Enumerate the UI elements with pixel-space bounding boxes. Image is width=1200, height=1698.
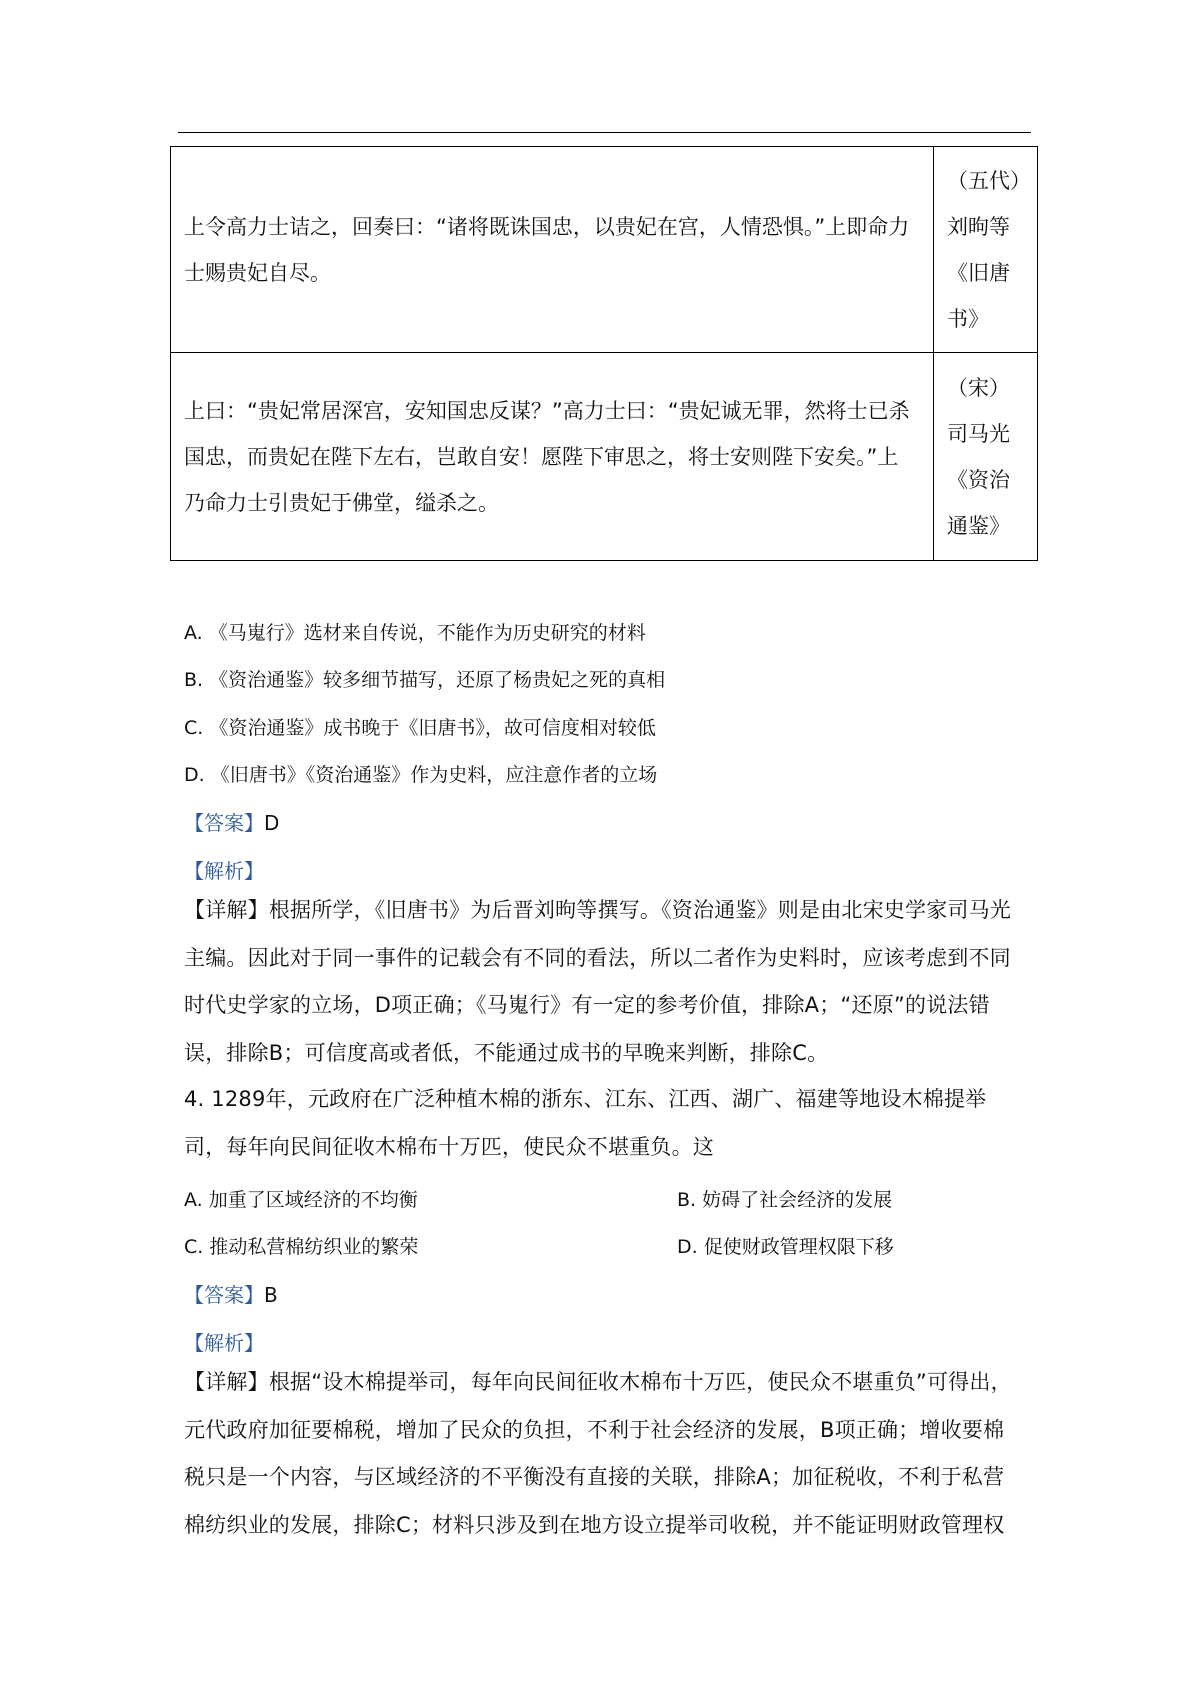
answer-tag: 【答案】 — [184, 811, 264, 835]
q3-detail-paragraph — [184, 887, 1024, 1077]
q3-option-a: A. 《马嵬行》选材来自传说，不能作为历史研究的材料 — [184, 622, 646, 644]
detail-tag: 【详解】 — [184, 898, 269, 922]
detail-text: 根据“设木棉提举司，每年向民间征收木棉布十万匹，使民众不堪重负”可得出，元代政府加征要棉税，增加了民众的负担，不利于社会经济的发展，B项正确；增收要棉税只是一个内容，与区域经济的不平衡没有直接的关联，排除A；加征税收，不利于私营棉纺织业的发展，排除C；材料只涉及到在地方设立提举司收税，并不能证明财政管理权 — [184, 1370, 1012, 1537]
q4-option-d: D. 促使财政管理权限下移 — [677, 1236, 894, 1258]
q4-option-c: C. 推动私营棉纺织业的繁荣 — [184, 1236, 419, 1258]
q4-option-b: B. 妨碍了社会经济的发展 — [677, 1189, 893, 1211]
table-quote-cell: 上令高力士诘之，回奏曰：“诸将既诛国忠，以贵妃在宫，人情恐惧。”上即命力士赐贵妃自尽。 — [171, 147, 934, 353]
table-source-cell: （五代）刘昫等《旧唐书》 — [934, 147, 1038, 353]
detail-text: 根据所学，《旧唐书》为后晋刘昫等撰写。《资治通鉴》则是由北宋史学家司马光主编。因此对于同一事件的记载会有不同的看法，所以二者作为史料时，应该考虑到不同时代史学家的立场，D项正确；《马嵬行》有一定的参考价值，排除A；“还原”的说法错误，排除B；可信度高或者低，不能通过成书的早晚来判断，排除C。 — [184, 898, 1012, 1065]
q3-option-c: C. 《资治通鉴》成书晚于《旧唐书》，故可信度相对较低 — [184, 717, 656, 739]
q4-answer — [184, 1281, 278, 1309]
table-row — [171, 147, 1038, 353]
table-source-cell: （宋）司马光《资治通鉴》 — [934, 353, 1038, 561]
answer-value: D — [264, 811, 280, 835]
q4-stem: 4. 1289年，元政府在广泛种植木棉的浙东、江东、江西、湖广、福建等地设木棉提举司，每年向民间征收木棉布十万匹，使民众不堪重负。这 — [184, 1087, 987, 1159]
table-row — [171, 353, 1038, 561]
q3-answer — [184, 809, 279, 837]
answer-value: B — [264, 1283, 278, 1307]
q3-option-b: B. 《资治通鉴》较多细节描写，还原了杨贵妃之死的真相 — [184, 669, 666, 691]
table-quote-cell: 上曰：“贵妃常居深宫，安知国忠反谋？”高力士曰：“贵妃诚无罪，然将士已杀国忠，而贵妃在陛下左右，岂敢自安！愿陛下审思之，将士安则陛下安矣。”上乃命力士引贵妃于佛堂，缢杀之。 — [171, 353, 934, 561]
q3-analysis-tag: 【解析】 — [184, 859, 264, 883]
q3-option-d: D. 《旧唐书》《资治通鉴》作为史料，应注意作者的立场 — [184, 764, 658, 786]
q4-detail-paragraph — [184, 1359, 1024, 1549]
source-comparison-table — [170, 146, 1038, 561]
q4-option-a: A. 加重了区域经济的不均衡 — [184, 1189, 418, 1211]
detail-tag: 【详解】 — [184, 1370, 269, 1394]
q4-analysis-tag: 【解析】 — [184, 1331, 264, 1355]
answer-tag: 【答案】 — [184, 1283, 264, 1307]
header-rule — [178, 132, 1031, 133]
